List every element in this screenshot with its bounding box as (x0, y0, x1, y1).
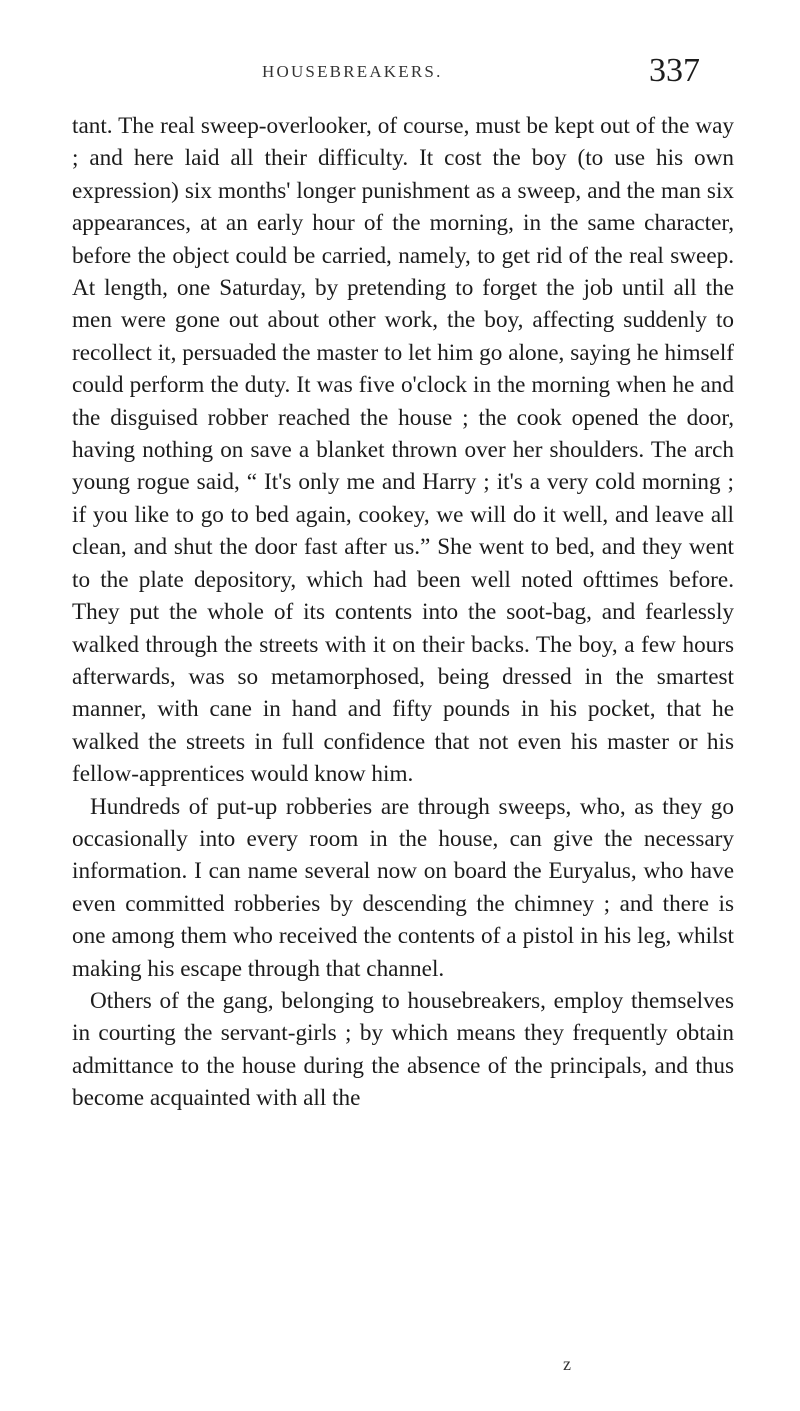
paragraph-3: Others of the gang, belonging to housebreakers, employ themselves in courting the servant-girls ; by which means they frequently obtain admittance to the house during the absence of the principals, and thus become acquainted with all the (72, 987, 734, 1112)
paragraph-2: Hundreds of put-up robberies are through sweeps, who, as they go occasionally into every room in the house, can give the necessary information. I can name several now on board the Euryalus, who have even committed robberies by descending the chimney ; and there is one among them who received the contents of a pistol in his leg, whilst making his escape through that channel. (72, 793, 734, 982)
body-text (72, 110, 734, 1115)
signature-mark: z (563, 1354, 571, 1374)
page-number: 337 (649, 52, 700, 89)
running-head: HOUSEBREAKERS. (262, 62, 443, 81)
paragraph-1: tant. The real sweep-overlooker, of course, must be kept out of the way ; and here laid all their difficulty. It cost the boy (to use his own expression) six months' longer punishment as a sweep, and the man six appearances, at an early hour of the morning, in the same character, before the object could be carried, namely, to get rid of the real sweep. At length, one Saturday, by pretending to forget the job until all the men were gone out about other work, the boy, affecting suddenly to recollect it, persuaded the master to let him go alone, saying he himself could perform the duty. It was five o'clock in the morning when he and the disguised robber reached the house ; the cook opened the door, having nothing on save a blanket thrown over her shoulders. The arch young rogue said, “ It's only me and Harry ; it's a very cold morning ; if you like to go to bed again, cookey, we will do it well, and leave all clean, and shut the door fast after us.” She went to bed, and they went to the plate depository, which had been well noted ofttimes before. They put the whole of its contents into the soot-bag, and fearlessly walked through the streets with it on their backs. The boy, a few hours afterwards, was so metamorphosed, being dressed in the smartest manner, with cane in hand and fifty pounds in his pocket, that he walked the streets in full confidence that not even his master or his fellow-apprentices would know him. (72, 113, 734, 788)
